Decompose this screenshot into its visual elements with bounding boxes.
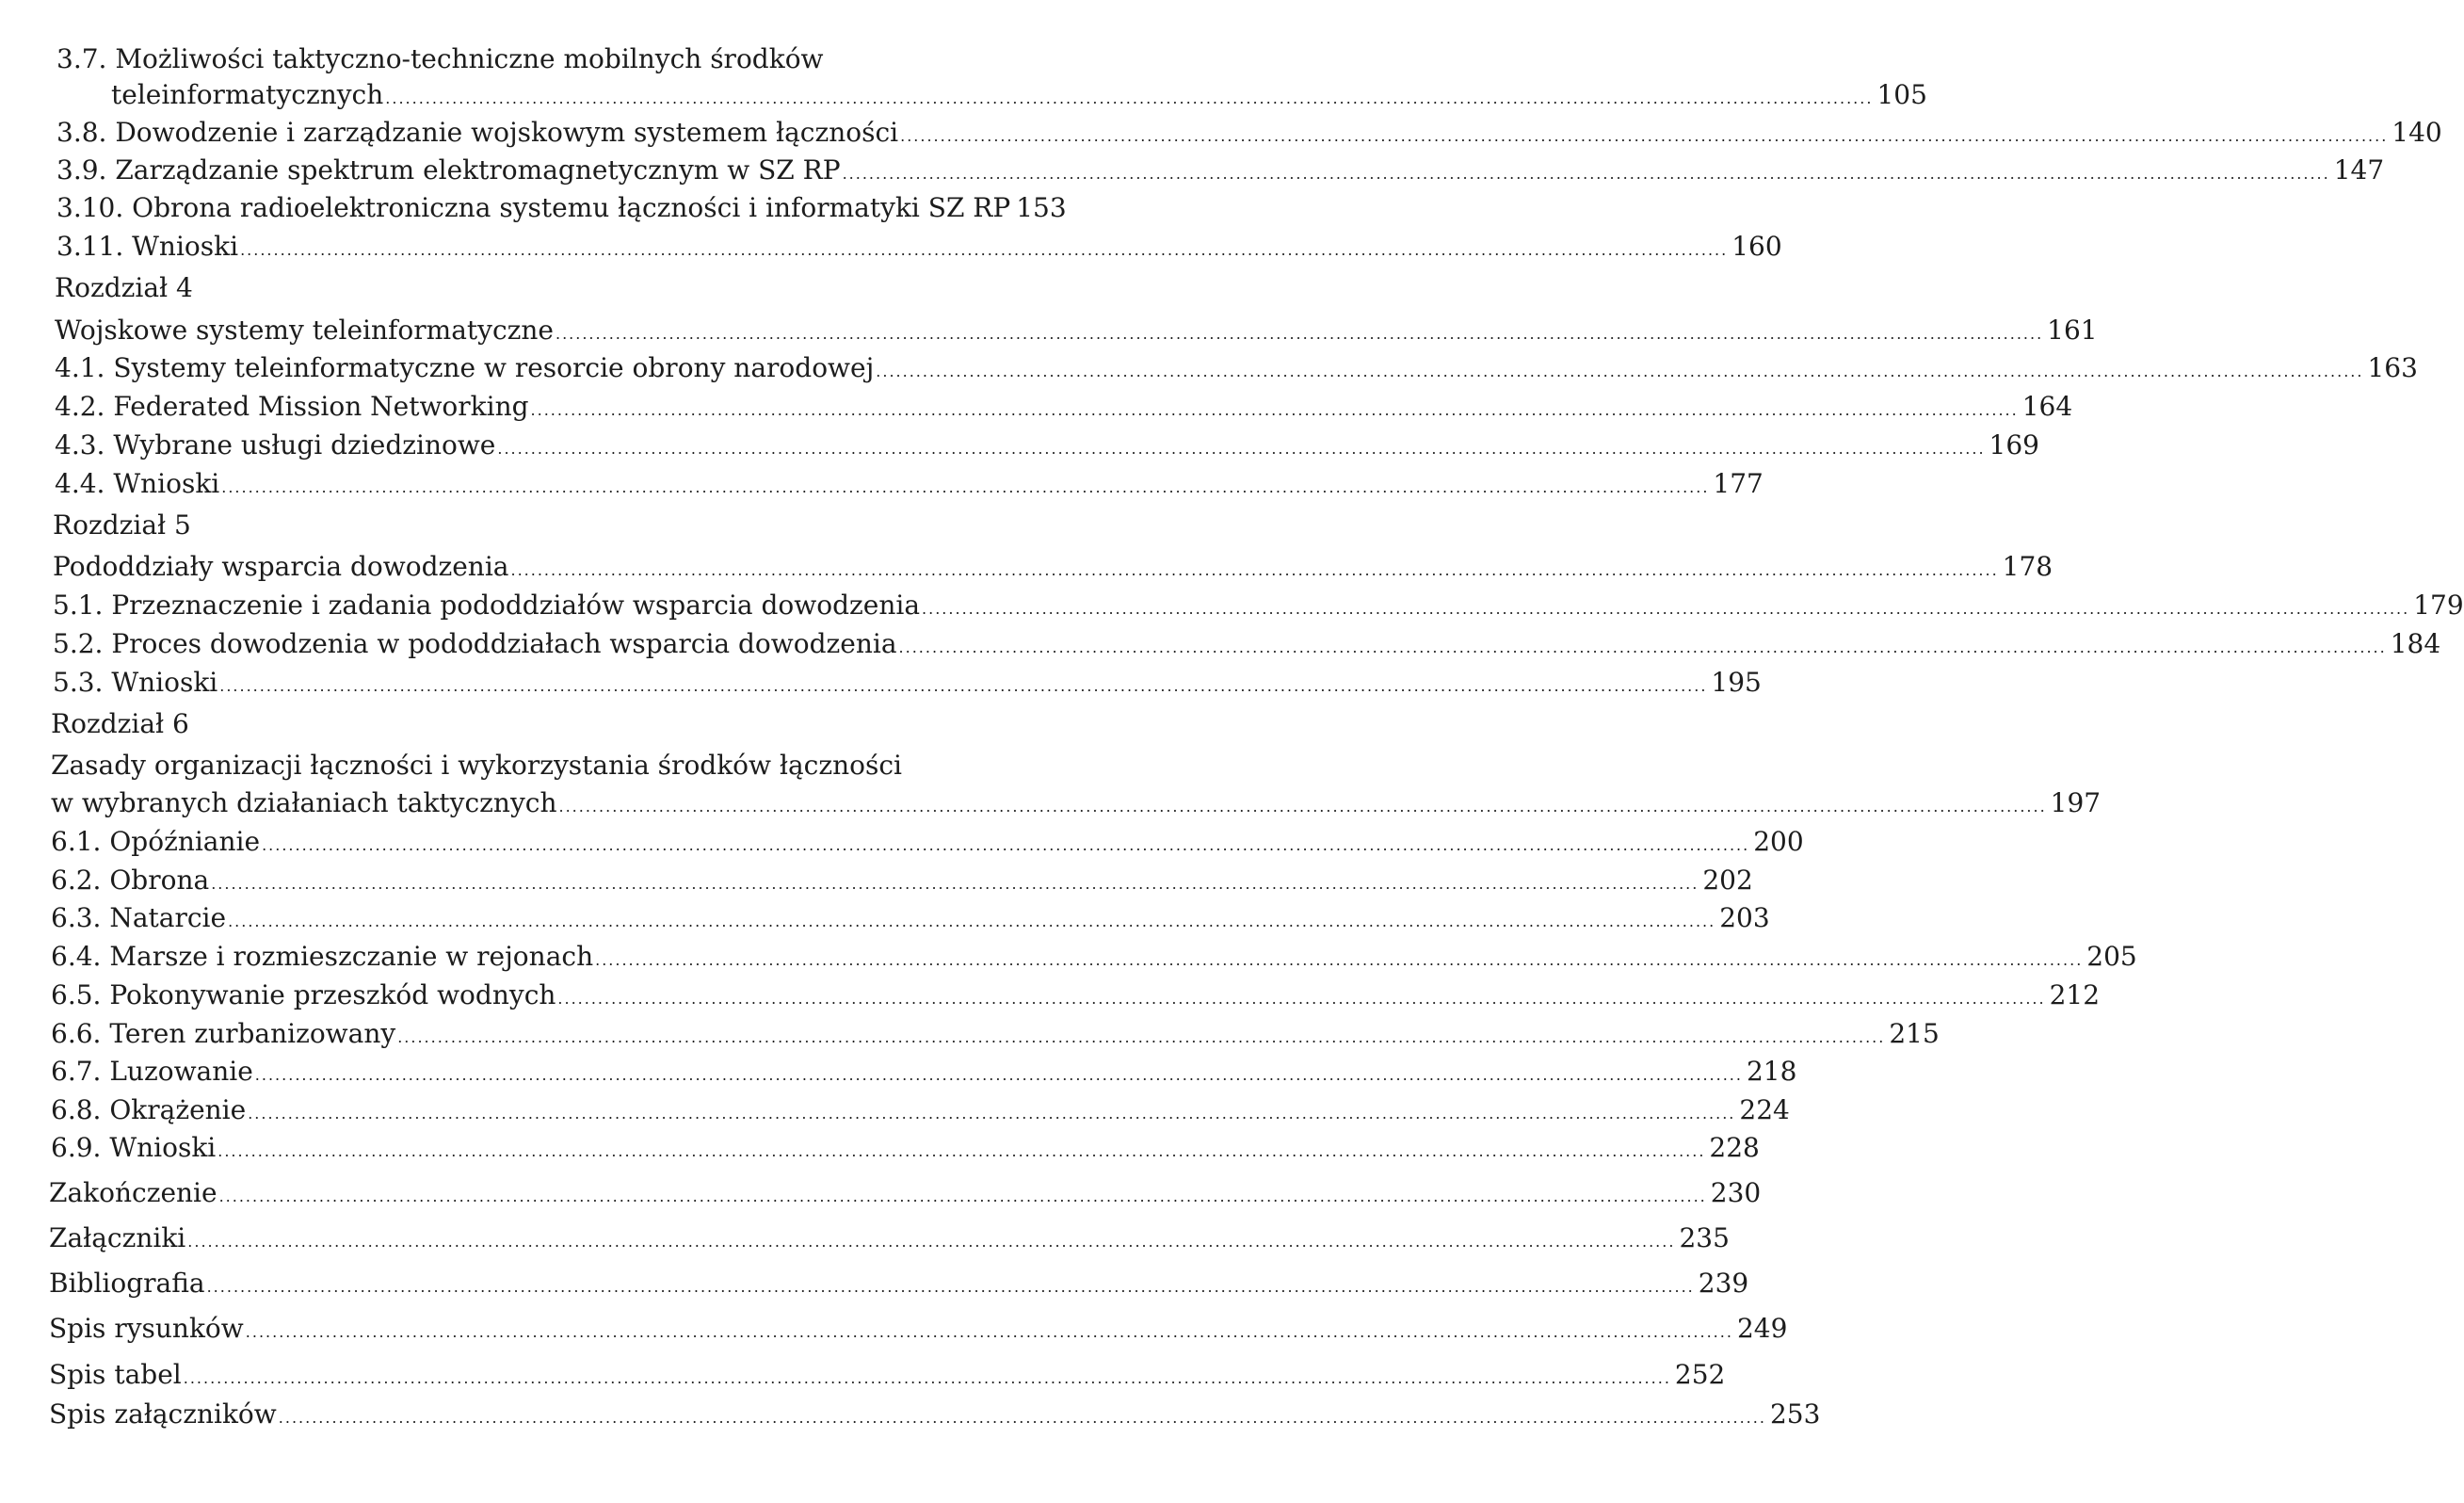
toc-entry-title: 5.3. Wnioski — [53, 667, 218, 698]
toc-entry-title: 6.2. Obrona — [51, 865, 210, 896]
toc-page-number: 153 — [1016, 192, 1067, 223]
toc-entry[interactable] — [51, 902, 1770, 938]
toc-page-number: 179 — [2413, 590, 2464, 621]
toc-entry-title: Bibliografia — [49, 1268, 205, 1299]
toc-entry-title: Spis tabel — [49, 1359, 182, 1390]
dot-leader — [240, 231, 1728, 267]
toc-page-number: 230 — [1710, 1177, 1762, 1208]
toc-entry-title: 4.1. Systemy teleinformatyczne w resorcie obrony narodowej — [55, 352, 875, 383]
toc-entry-title: 3.8. Dowodzenie i zarządzanie wojskowym systemem łączności — [56, 117, 899, 148]
dot-leader — [211, 865, 1699, 900]
toc-entry-title: 3.9. Zarządzanie spektrum elektromagnetycznym w SZ RP — [56, 154, 841, 186]
toc-page-number: 228 — [1709, 1132, 1760, 1163]
toc-entry-title: 6.7. Luzowanie — [51, 1056, 253, 1087]
chapter-heading: Rozdział 6 — [51, 708, 189, 739]
toc-page-number: 184 — [2390, 628, 2441, 659]
toc-entry-title: w wybranych działaniach taktycznych — [51, 787, 557, 818]
toc-entry[interactable] — [55, 352, 2418, 388]
toc-page-number: 239 — [1698, 1268, 1749, 1299]
toc-page-number: 169 — [1989, 429, 2039, 461]
toc-page-number: 212 — [2049, 979, 2101, 1010]
dot-leader — [207, 1268, 1695, 1303]
toc-entry[interactable] — [51, 1056, 1797, 1091]
toc-page-number: 197 — [2050, 787, 2102, 818]
toc-page-number: 253 — [1769, 1398, 1821, 1430]
toc-entry-title: 6.6. Teren zurbanizowany — [51, 1018, 396, 1049]
toc-entry[interactable] — [111, 79, 1927, 115]
toc-entry-title: Zakończenie — [49, 1177, 217, 1208]
toc-page-number: 160 — [1731, 231, 1782, 262]
dot-leader — [922, 590, 2409, 625]
dot-leader — [876, 352, 2363, 388]
toc-page-number: 105 — [1876, 79, 1927, 110]
toc-entry[interactable] — [55, 391, 2073, 427]
toc-entry[interactable] — [51, 865, 1753, 900]
toc-entry[interactable] — [51, 1018, 1940, 1054]
toc-entry-title-first-line: Zasady organizacji łączności i wykorzystania środków łączności — [51, 750, 903, 781]
toc-entry[interactable] — [51, 979, 2101, 1015]
toc-page-number: 203 — [1719, 902, 1770, 933]
dot-leader — [219, 667, 1707, 703]
toc-entry-title: 5.2. Proces dowodzenia w pododdziałach wsparcia dowodzenia — [53, 628, 897, 659]
toc-entry-title: 5.1. Przeznaczenie i zadania pododdziałów wsparcia dowodzenia — [53, 590, 921, 621]
dot-leader — [279, 1398, 1766, 1434]
toc-entry-title: 6.3. Natarcie — [51, 902, 227, 933]
toc-entry-title: 6.4. Marsze i rozmieszczanie w rejonach — [51, 941, 594, 972]
dot-leader — [219, 1177, 1707, 1213]
toc-entry[interactable] — [53, 551, 2053, 587]
dot-leader — [397, 1018, 1885, 1054]
dot-leader — [262, 826, 1749, 862]
toc-entry-title: 3.10. Obrona radioelektroniczna systemu łączności i informatyki SZ RP — [56, 192, 1011, 223]
dot-leader — [228, 902, 1715, 938]
toc-entry-title: 6.5. Pokonywanie przeszkód wodnych — [51, 979, 556, 1010]
dot-leader — [385, 79, 1873, 115]
dot-leader — [497, 429, 1985, 465]
toc-entry[interactable] — [53, 628, 2441, 664]
dot-leader — [556, 315, 2043, 350]
toc-entry[interactable] — [56, 117, 2442, 153]
dot-leader — [559, 787, 2047, 823]
toc-entry-title: teleinformatycznych — [111, 79, 384, 110]
dot-leader — [899, 628, 2387, 664]
toc-page-number: 147 — [2333, 154, 2385, 186]
toc-page-number: 163 — [2367, 352, 2418, 383]
toc-entry-title: 4.3. Wybrane usługi dziedzinowe — [55, 429, 496, 461]
dot-leader — [221, 468, 1709, 504]
dot-leader — [900, 117, 2388, 153]
toc-entry[interactable] — [49, 1268, 1749, 1303]
dot-leader — [248, 1094, 1735, 1130]
toc-entry[interactable] — [49, 1398, 1821, 1434]
toc-page-number: 235 — [1679, 1222, 1730, 1253]
toc-page-number: 205 — [2086, 941, 2137, 972]
toc-entry[interactable] — [56, 231, 1782, 267]
toc-entry-title: 3.11. Wnioski — [56, 231, 239, 262]
toc-entry-title: 6.9. Wnioski — [51, 1132, 217, 1163]
dot-leader — [187, 1222, 1675, 1258]
toc-page-number: 202 — [1702, 865, 1753, 896]
chapter-heading: Rozdział 5 — [53, 509, 191, 541]
dot-leader — [531, 391, 2019, 427]
dot-leader — [511, 551, 1999, 587]
dot-leader — [557, 979, 2045, 1015]
toc-entry[interactable] — [51, 941, 2137, 977]
toc-entry-title: 4.2. Federated Mission Networking — [55, 391, 529, 422]
toc-entry[interactable] — [51, 1094, 1790, 1130]
toc-page-number: 200 — [1753, 826, 1804, 857]
toc-entry[interactable] — [53, 590, 2464, 625]
toc-entry-title-first-line: 3.7. Możliwości taktyczno-techniczne mobilnych środków — [56, 43, 824, 74]
toc-entry-title: 6.8. Okrążenie — [51, 1094, 247, 1125]
toc-entry-title: Pododdziały wsparcia dowodzenia — [53, 551, 509, 582]
toc-page-number: 218 — [1746, 1056, 1797, 1087]
toc-page-number: 178 — [2002, 551, 2053, 582]
toc-entry-title: 6.1. Opóźnianie — [51, 826, 261, 857]
dot-leader — [217, 1132, 1705, 1168]
toc-entry[interactable] — [56, 154, 2385, 190]
dot-leader — [246, 1313, 1733, 1349]
toc-entry[interactable] — [55, 468, 1763, 504]
toc-page-number: 164 — [2021, 391, 2073, 422]
toc-page-number: 195 — [1711, 667, 1762, 698]
chapter-heading: Rozdział 4 — [55, 272, 193, 303]
toc-entry[interactable] — [53, 667, 1762, 703]
toc-entry-title: 4.4. Wnioski — [55, 468, 220, 499]
toc-entry-title: Wojskowe systemy teleinformatyczne — [55, 315, 554, 346]
toc-page-number: 215 — [1889, 1018, 1940, 1049]
toc-entry[interactable] — [49, 1222, 1730, 1258]
toc-entry[interactable] — [49, 1177, 1762, 1213]
toc-entry[interactable] — [55, 429, 2039, 465]
toc-entry[interactable] — [56, 192, 1067, 228]
toc-entry[interactable] — [49, 1313, 1788, 1349]
toc-entry-title: Spis rysunków — [49, 1313, 244, 1344]
dot-leader — [843, 154, 2330, 190]
toc-entry[interactable] — [51, 826, 1804, 862]
toc-entry[interactable] — [49, 1359, 1726, 1395]
toc-entry[interactable] — [51, 787, 2102, 823]
toc-page-number: 224 — [1739, 1094, 1790, 1125]
toc-page-number: 161 — [2047, 315, 2098, 346]
toc-page-number: 252 — [1674, 1359, 1726, 1390]
toc-page-number: 140 — [2392, 117, 2442, 148]
toc-entry-title: Załączniki — [49, 1222, 186, 1253]
dot-leader — [595, 941, 2083, 977]
toc-entry[interactable] — [55, 315, 2098, 350]
dot-leader — [255, 1056, 1743, 1091]
toc-page-number: 249 — [1736, 1313, 1788, 1344]
toc-page-number: 177 — [1713, 468, 1763, 499]
toc-entry-title: Spis załączników — [49, 1398, 277, 1430]
dot-leader — [184, 1359, 1671, 1395]
toc-entry[interactable] — [51, 1132, 1760, 1168]
